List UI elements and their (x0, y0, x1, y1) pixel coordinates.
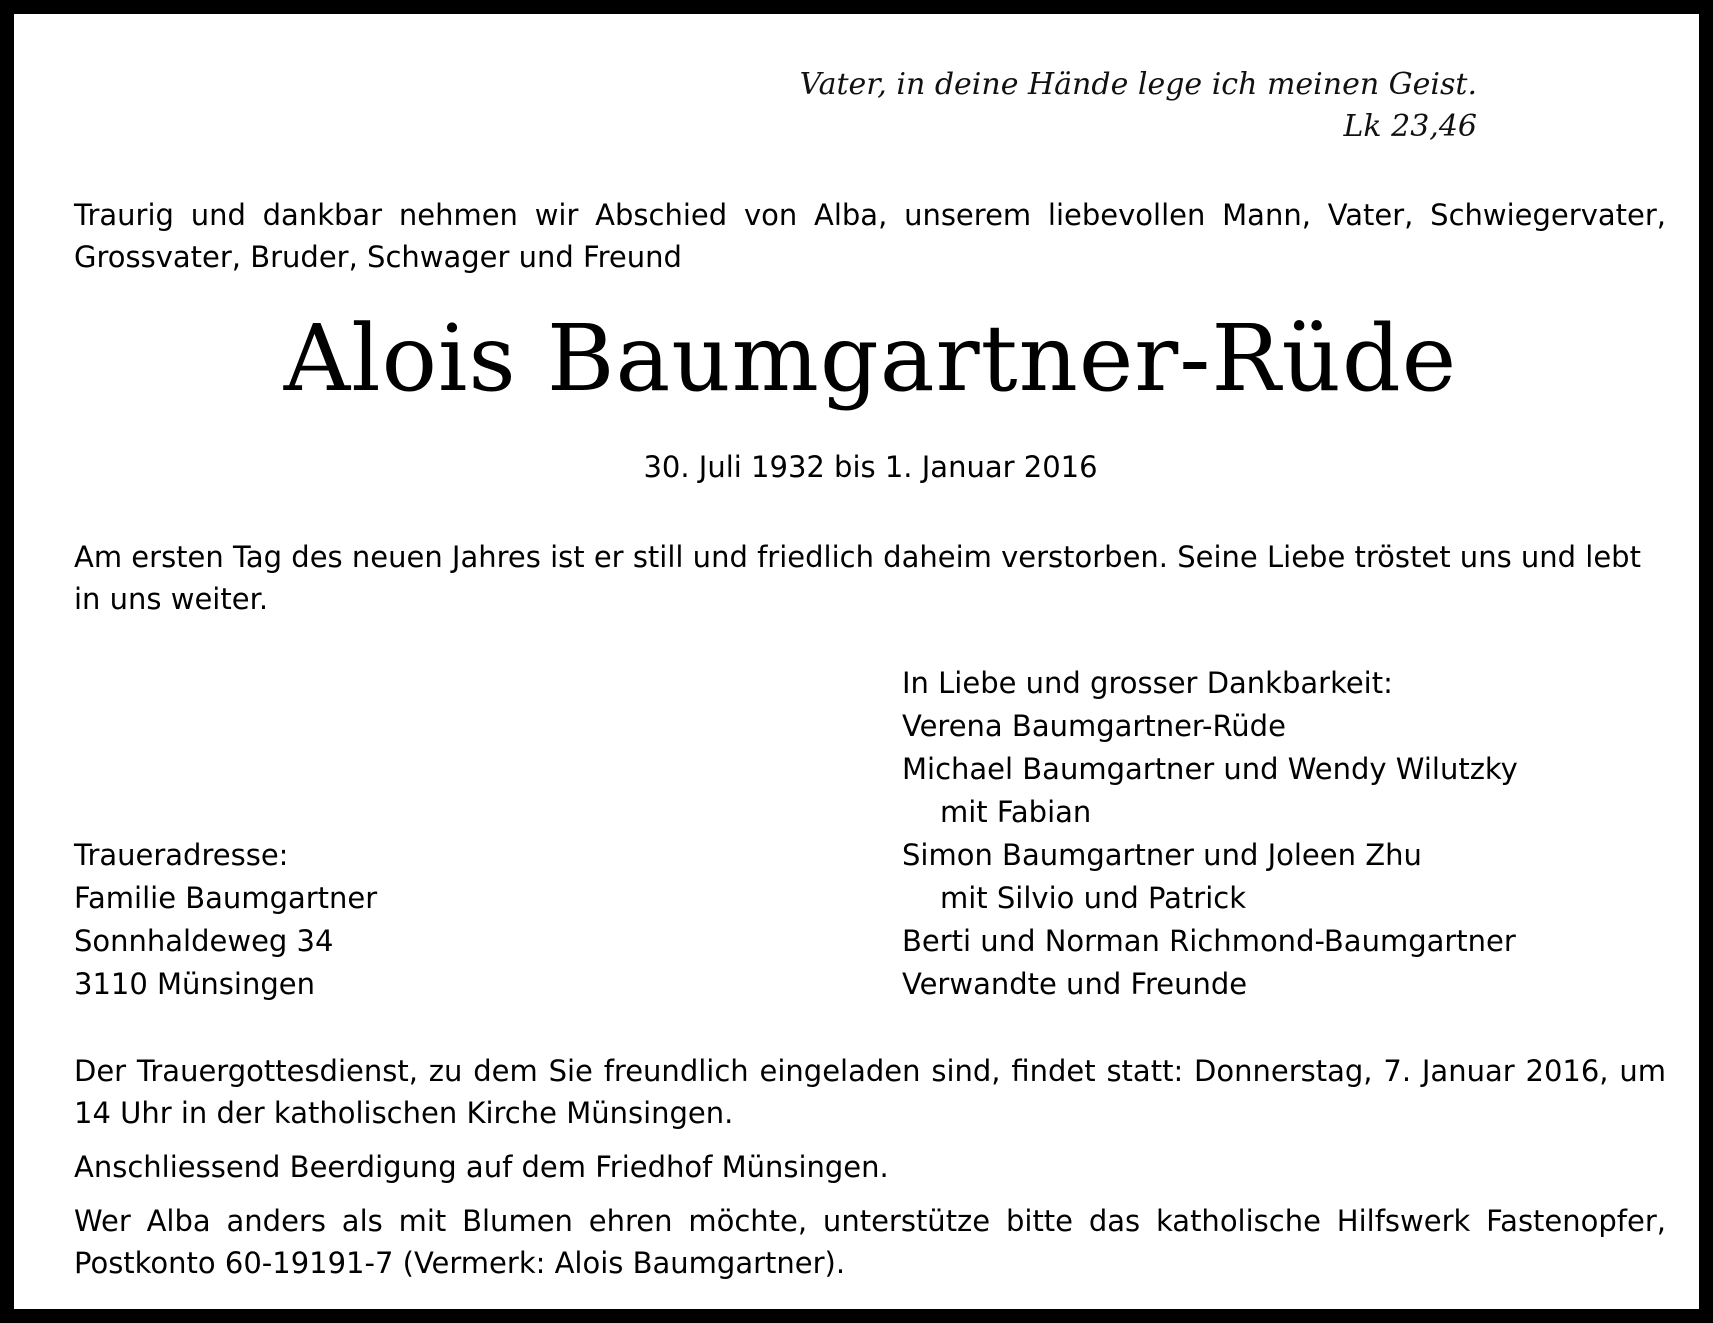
service-notes (74, 1050, 1666, 1296)
address-line: Sonnhaldeweg 34 (74, 924, 334, 958)
mourner-line: mit Fabian (940, 795, 1092, 829)
quote-reference: Lk 23,46 (1343, 109, 1477, 144)
mourner-line: Verwandte und Freunde (902, 967, 1248, 1001)
life-dates: 30. Juli 1932 bis 1. Januar 2016 (643, 450, 1098, 484)
mourner-line: Michael Baumgartner und Wendy Wilutzky (902, 752, 1518, 786)
service-info: Der Trauergottesdienst, zu dem Sie freundlich eingeladen sind, findet statt: Donnerstag, 7. Januar 2016, um 14 Uhr in der katholischen Kirche Münsingen. (74, 1054, 1666, 1130)
address-line: Familie Baumgartner (74, 881, 378, 915)
deceased-name: Alois Baumgartner-Rüde (283, 305, 1458, 412)
mourner-line: Simon Baumgartner und Joleen Zhu (902, 838, 1422, 872)
quote-text: Vater, in deine Hände lege ich meinen Geist. (799, 67, 1477, 102)
intro-text: Traurig und dankbar nehmen wir Abschied von Alba, unserem liebevollen Mann, Vater, Schwiegervater, Grossvater, Bruder, Schwager und Freund (74, 198, 1666, 274)
mourners-list (902, 662, 1518, 1006)
mourner-line: mit Silvio und Patrick (940, 881, 1247, 915)
mourner-line: Verena Baumgartner-Rüde (902, 709, 1286, 743)
donation-info: Wer Alba anders als mit Blumen ehren möchte, unterstütze bitte das katholische Hilfswerk Fastenopfer, Postkonto 60-19191-7 (Vermerk: Alois Baumgartner). (74, 1204, 1666, 1280)
passing-text: Am ersten Tag des neuen Jahres ist er still und friedlich daheim verstorben. Seine Liebe tröstet uns und lebt in uns weiter. (74, 540, 1641, 616)
address-line: 3110 Münsingen (74, 967, 315, 1001)
burial-info: Anschliessend Beerdigung auf dem Friedhof Münsingen. (74, 1150, 889, 1184)
mourner-line: Berti und Norman Richmond-Baumgartner (902, 924, 1516, 958)
mourners-heading: In Liebe und grosser Dankbarkeit: (902, 666, 1393, 700)
mourning-address (74, 834, 377, 1006)
address-label: Traueradresse: (74, 838, 289, 872)
bible-quote (800, 64, 1477, 148)
